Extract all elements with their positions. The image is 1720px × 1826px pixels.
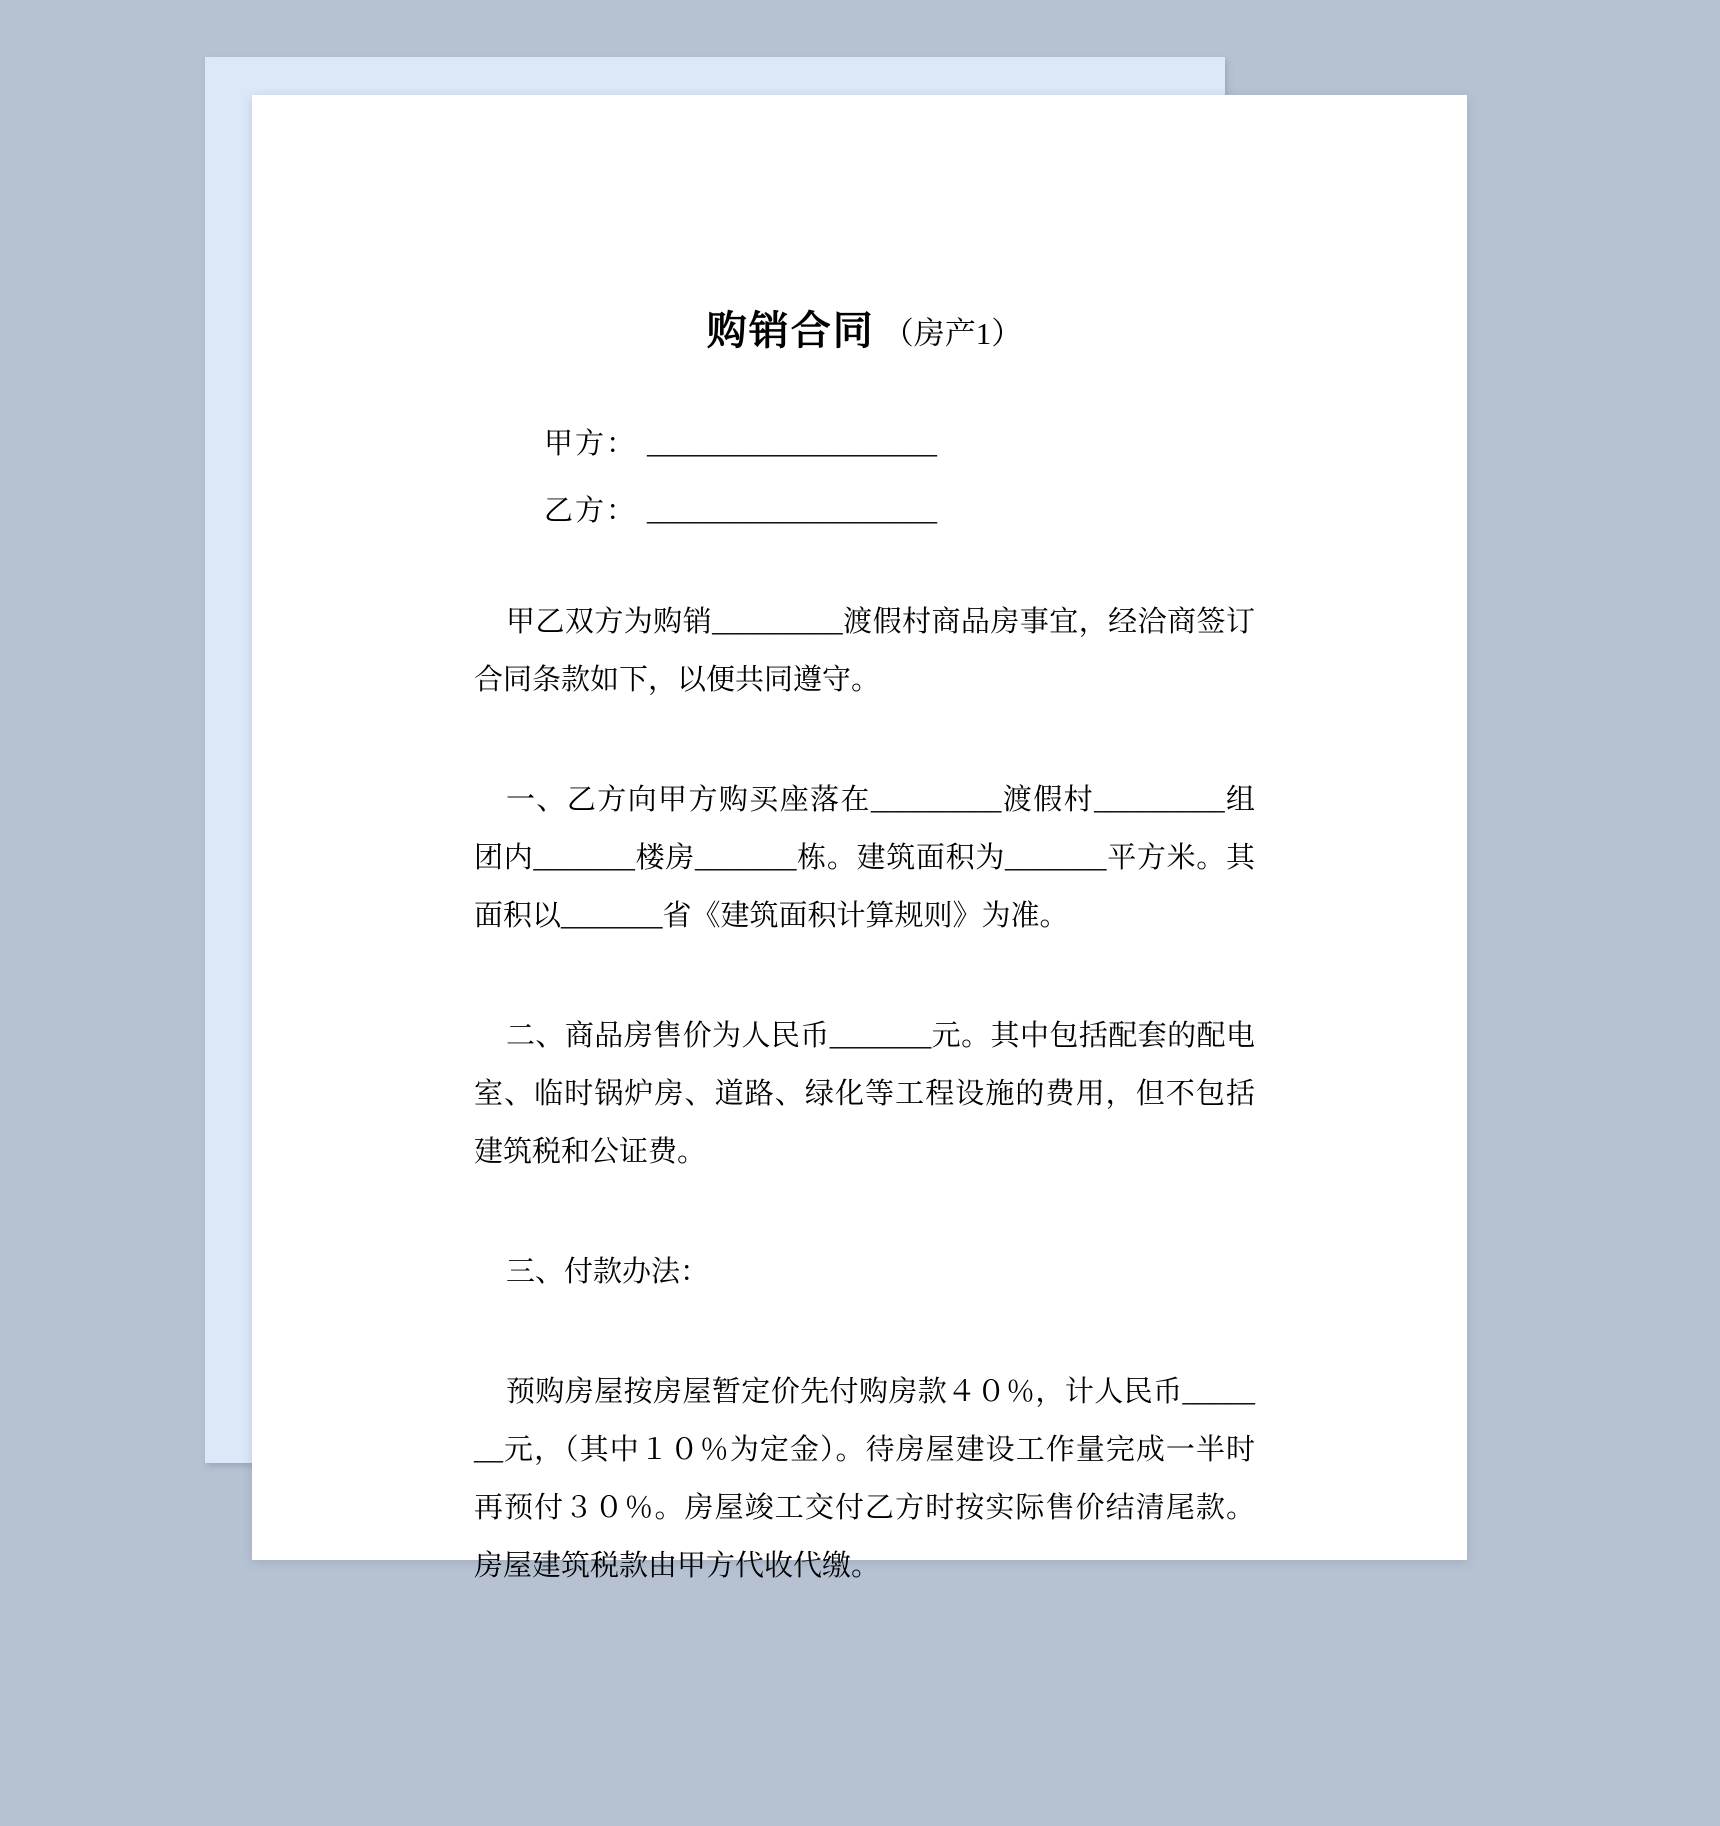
party-a-label: 甲方：	[544, 428, 638, 460]
party-a-line	[474, 424, 1255, 464]
title-text: 购销合同	[706, 309, 875, 353]
document-content	[252, 307, 1467, 1595]
contract-clause-3-heading: 三、付款办法：	[506, 1256, 710, 1288]
party-b-blank: ____________________	[647, 495, 938, 527]
title-suffix: （房产1）	[882, 316, 1023, 351]
party-b-line	[474, 491, 1255, 531]
document-page	[252, 95, 1467, 1582]
contract-clause-2: 二、商品房售价为人民币_______元。其中包括配套的配电室、临时锅炉房、道路、绿化等工程设施的费用，但不包括建筑税和公证费。	[474, 1020, 1255, 1168]
contract-clause-1: 一、乙方向甲方购买座落在_________渡假村_________组团内_______楼房_______栋。建筑面积为_______平方米。其面积以_______省《建筑面积计算规则》为准。	[474, 784, 1255, 932]
party-a-blank: ____________________	[647, 428, 938, 460]
document-title	[474, 307, 1255, 358]
contract-intro-paragraph: 甲乙双方为购销_________渡假村商品房事宜，经洽商签订合同条款如下，以便共同遵守。	[474, 606, 1255, 696]
contract-payment-paragraph: 预购房屋按房屋暂定价先付购房款４０％，计人民币_______元，（其中１０％为定金）。待房屋建设工作量完成一半时再预付３０％。房屋竣工交付乙方时按实际售价结清尾款。房屋建筑税款由甲方代收代缴。	[474, 1376, 1255, 1582]
party-b-label: 乙方：	[544, 495, 638, 527]
